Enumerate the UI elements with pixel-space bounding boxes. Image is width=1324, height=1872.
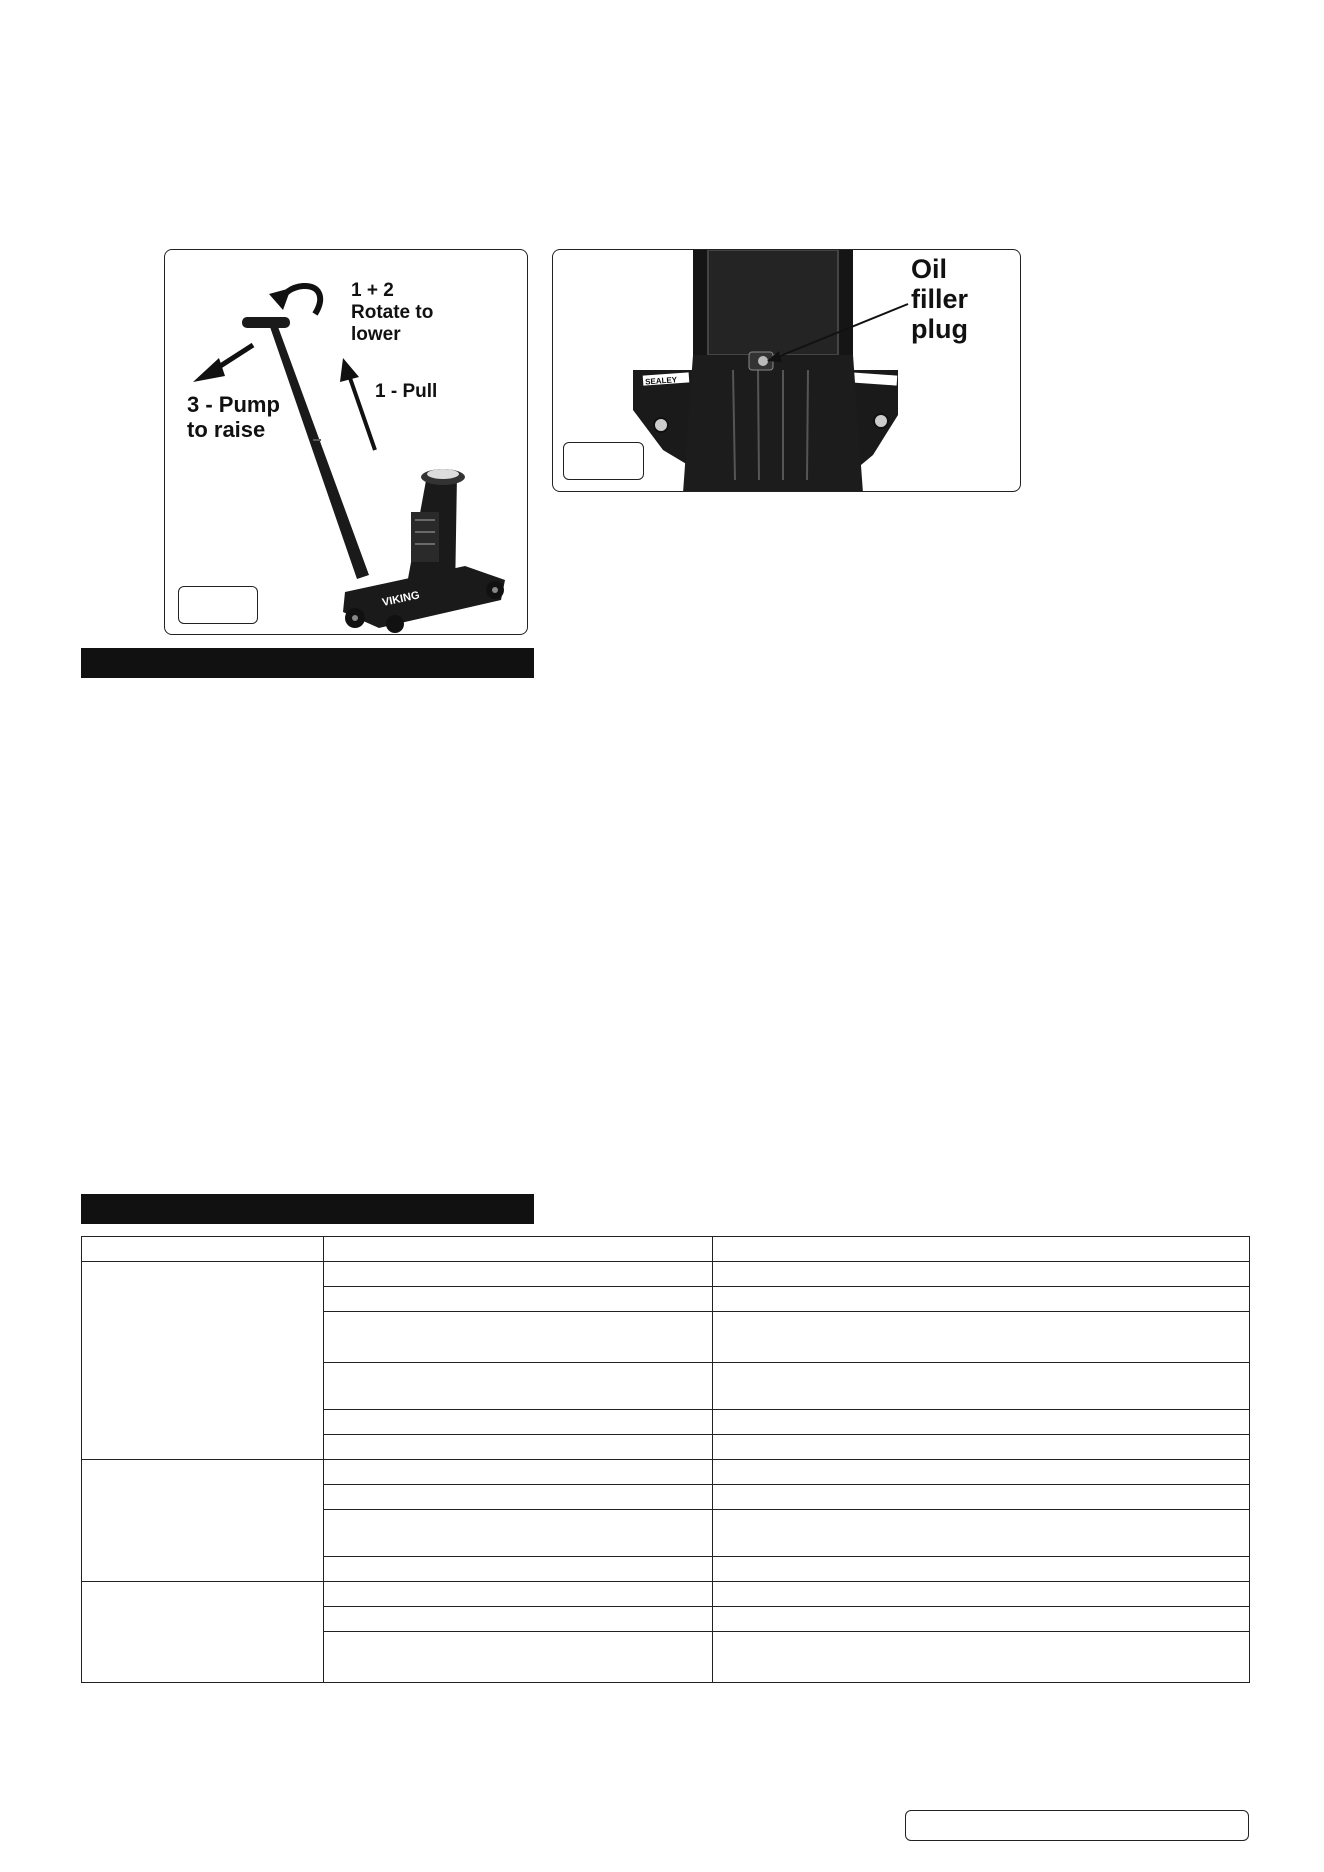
callout-pump-to-raise: 3 - Pump to raise (187, 392, 280, 443)
footer-box (905, 1810, 1249, 1841)
table-cell-group (82, 1262, 324, 1460)
table-cell (713, 1557, 1250, 1582)
table-cell (324, 1632, 713, 1683)
table-cell (713, 1363, 1250, 1410)
table-cell (324, 1485, 713, 1510)
troubleshooting-table (81, 1236, 1250, 1683)
table-cell (324, 1312, 713, 1363)
table-cell (324, 1582, 713, 1607)
table-cell (713, 1287, 1250, 1312)
table-cell (713, 1262, 1250, 1287)
figure-label-box (178, 586, 258, 624)
table-header-row (82, 1237, 1250, 1262)
table-cell (713, 1607, 1250, 1632)
section-heading-bar (81, 1194, 534, 1224)
table-cell (713, 1510, 1250, 1557)
table-row (82, 1460, 1250, 1485)
arrow-icon (340, 358, 375, 450)
svg-text:VIKING: VIKING (381, 589, 421, 609)
figure-oil-filler-plug (552, 249, 1021, 492)
table-cell (324, 1410, 713, 1435)
table-cell (324, 1460, 713, 1485)
table-cell (713, 1485, 1250, 1510)
table-cell (324, 1287, 713, 1312)
table-cell (713, 1435, 1250, 1460)
callout-pull: 1 - Pull (375, 381, 438, 402)
callout-oil-filler-plug: Oil filler plug (911, 254, 969, 345)
section-heading-bar (81, 648, 534, 678)
table-row (82, 1582, 1250, 1607)
table-cell-group (82, 1582, 324, 1683)
table-cell (324, 1363, 713, 1410)
table-cell (324, 1262, 713, 1287)
svg-text:SEALEY: SEALEY (644, 375, 678, 387)
callout-rotate-to-lower: 1 + 2 Rotate to lower (351, 280, 434, 345)
table-cell (324, 1607, 713, 1632)
table-cell (324, 1435, 713, 1460)
table-cell (713, 1632, 1250, 1683)
table-cell (713, 1312, 1250, 1363)
arrow-icon (193, 345, 253, 382)
curved-arrow-icon (269, 286, 320, 314)
table-cell (324, 1510, 713, 1557)
figure-jack-operation (164, 249, 528, 635)
table-cell (713, 1582, 1250, 1607)
table-cell (713, 1410, 1250, 1435)
table-row (82, 1262, 1250, 1287)
table-cell-group (82, 1460, 324, 1582)
table-cell (324, 1557, 713, 1582)
figure-label-box (563, 442, 644, 480)
table-cell (713, 1460, 1250, 1485)
